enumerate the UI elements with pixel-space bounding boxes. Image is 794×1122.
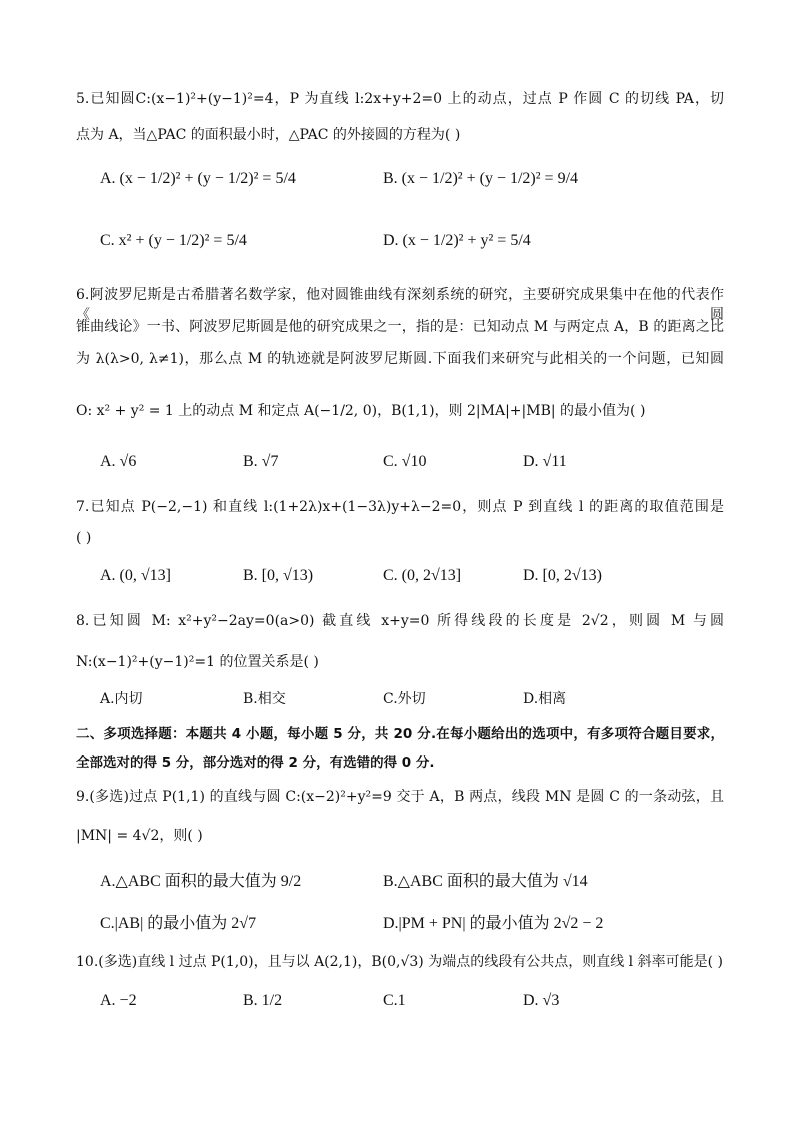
q5-option-a: A. (x − 1/2)² + (y − 1/2)² = 5/4 [100, 170, 296, 187]
q9-option-c: C.|AB| 的最小值为 2√7 [100, 915, 257, 932]
q8-stem-line1: 8.已知圆 M: x²+y²−2ay=0(a>0) 截直线 x+y=0 所得线段的长度是 2√2，则圆 M 与圆 [76, 613, 724, 629]
q10-option-b: B. 1/2 [243, 992, 283, 1009]
q7-option-b: B. [0, √13) [243, 567, 314, 584]
q10-stem-line1: 10.(多选)直线 l 过点 P(1,0)，且与以 A(2,1)，B(0,√3) 为端点的线段有公共点，则直线 l 斜率可能是( ) [76, 954, 723, 970]
q8-option-b: B.相交 [243, 691, 286, 707]
q10-option-a: A. −2 [100, 992, 137, 1009]
q6-stem-line3: 为 λ(λ>0, λ≠1)，那么点 M 的轨迹就是阿波罗尼斯圆.下面我们来研究与此相关的一个问题，已知圆 [76, 351, 724, 367]
section2-heading-line1: 二、多项选择题：本题共 4 小题，每小题 5 分，共 20 分.在每小题给出的选项中，有多项符合题目要求， [76, 726, 724, 742]
q6-stem-line2: 锥曲线论》一书、阿波罗尼斯圆是他的研究成果之一，指的是：已知动点 M 与两定点 A，B 的距离之比 [76, 319, 724, 335]
q9-stem-line1: 9.(多选)过点 P(1,1) 的直线与圆 C:(x−2)²+y²=9 交于 A，B 两点，线段 MN 是圆 C 的一条动弦，且 [76, 789, 724, 805]
q7-option-c: C. (0, 2√13] [383, 567, 462, 584]
q10-option-c: C.1 [383, 992, 406, 1009]
q6-stem-line1: 6.阿波罗尼斯是古希腊著名数学家，他对圆锥曲线有深刻系统的研究，主要研究成果集中在他的代表作《圆 [76, 287, 724, 323]
q5-option-b: B. (x − 1/2)² + (y − 1/2)² = 9/4 [383, 170, 579, 187]
q8-option-d: D.相离 [523, 691, 567, 707]
q6-option-b: B. √7 [243, 453, 279, 470]
q8-option-a: A.内切 [100, 691, 143, 707]
q5-option-c: C. x² + (y − 1/2)² = 5/4 [100, 232, 247, 249]
q9-option-b: B.△ABC 面积的最大值为 √14 [383, 873, 588, 890]
q7-stem-line2: ( ) [76, 530, 92, 546]
q9-stem-line2: |MN| = 4√2，则( ) [76, 828, 203, 844]
q5-option-d: D. (x − 1/2)² + y² = 5/4 [383, 232, 531, 249]
q8-stem-line2: N:(x−1)²+(y−1)²=1 的位置关系是( ) [76, 654, 319, 670]
q6-stem-line4: O: x² + y² = 1 上的动点 M 和定点 A(−1/2, 0)，B(1,1)，则 2|MA|+|MB| 的最小值为( ) [76, 403, 646, 419]
q8-option-c: C.外切 [383, 691, 426, 707]
q9-option-d: D.|PM + PN| 的最小值为 2√2 − 2 [383, 915, 604, 932]
q6-option-d: D. √11 [523, 453, 567, 470]
q9-option-a: A.△ABC 面积的最大值为 9/2 [100, 873, 302, 890]
q6-option-c: C. √10 [383, 453, 427, 470]
q5-stem-line2: 点为 A，当△PAC 的面积最小时，△PAC 的外接圆的方程为( ) [76, 127, 461, 143]
q10-option-d: D. √3 [523, 992, 560, 1009]
section2-heading-line2: 全部选对的得 5 分，部分选对的得 2 分，有选错的得 0 分. [76, 755, 435, 771]
q5-stem-line1: 5.已知圆C:(x−1)²+(y−1)²=4，P 为直线 l:2x+y+2=0 上的动点，过点 P 作圆 C 的切线 PA，切 [76, 91, 724, 107]
q6-option-a: A. √6 [100, 453, 137, 470]
q7-option-d: D. [0, 2√13) [523, 567, 602, 584]
q7-stem-line1: 7.已知点 P(−2,−1) 和直线 l:(1+2λ)x+(1−3λ)y+λ−2=0，则点 P 到直线 l 的距离的取值范围是 [76, 499, 724, 515]
q7-option-a: A. (0, √13] [100, 567, 171, 584]
